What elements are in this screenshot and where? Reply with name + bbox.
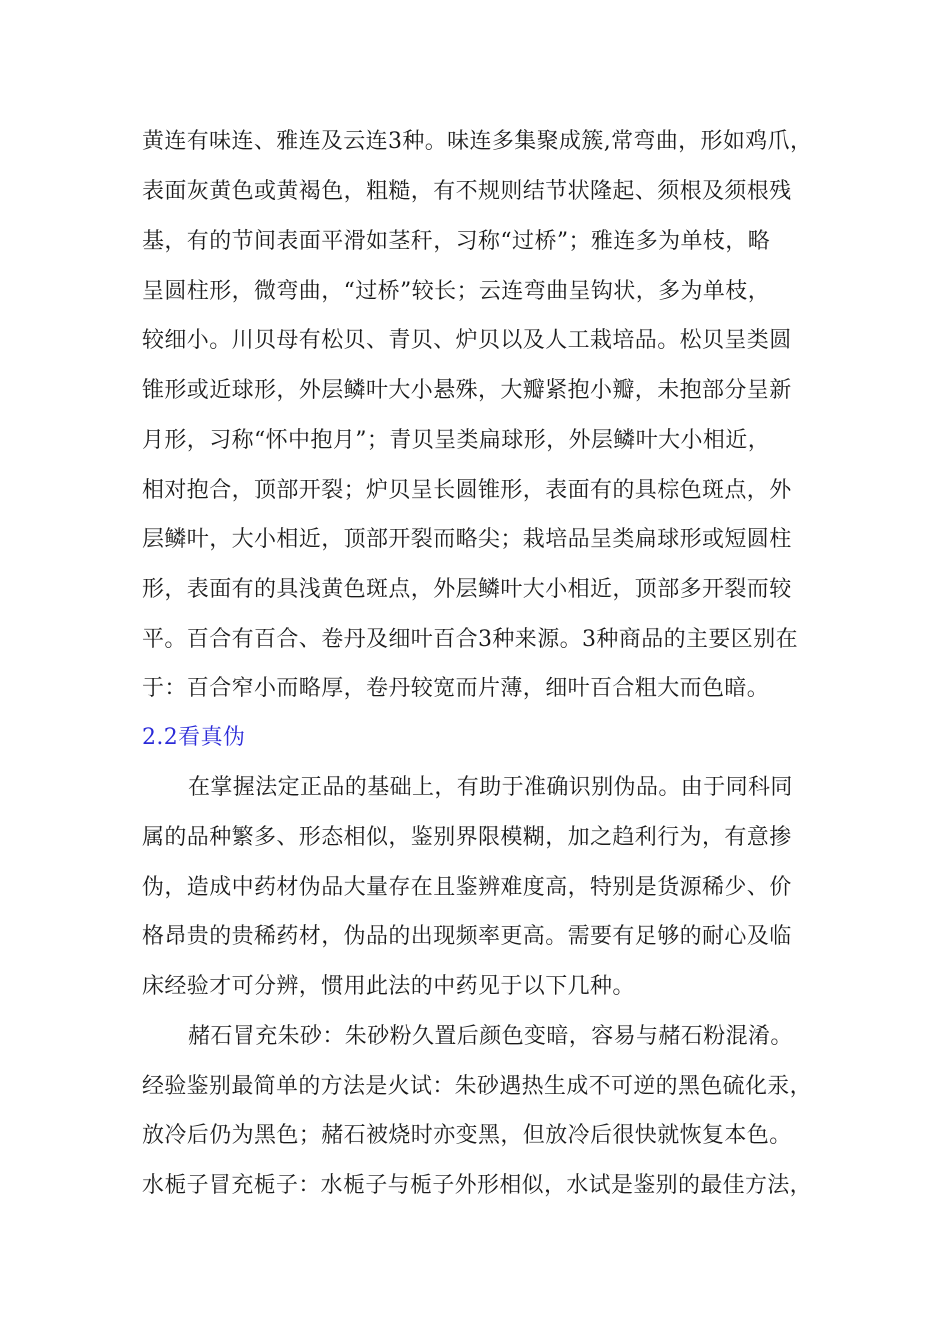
paragraph-line: 经验鉴别最简单的方法是火试：朱砂遇热生成不可逆的黑色硫化汞， xyxy=(142,1074,812,1099)
paragraph-line: 锥形或近球形，外层鳞叶大小悬殊，大瓣紧抱小瓣，未抱部分呈新 xyxy=(142,378,792,403)
paragraph-line: 在掌握法定正品的基础上，有助于准确识别伪品。由于同科同 xyxy=(188,775,793,800)
paragraph-line: 较细小。川贝母有松贝、青贝、炉贝以及人工栽培品。松贝呈类圆 xyxy=(142,328,792,353)
paragraph-line: 月形，习称“怀中抱月”；青贝呈类扁球形，外层鳞叶大小相近， xyxy=(142,428,771,453)
paragraph-line: 床经验才可分辨，惯用此法的中药见于以下几种。 xyxy=(142,974,635,999)
section-heading: 2.2看真伪 xyxy=(142,725,246,750)
paragraph-line: 赭石冒充朱砂：朱砂粉久置后颜色变暗，容易与赭石粉混淆。 xyxy=(188,1024,793,1049)
paragraph-line: 伪，造成中药材伪品大量存在且鉴辨难度高，特别是货源稀少、价 xyxy=(142,875,792,900)
paragraph-line: 于：百合窄小而略厚，卷丹较宽而片薄，细叶百合粗大而色暗。 xyxy=(142,676,770,701)
paragraph-line: 黄连有味连、雅连及云连3种。味连多集聚成簇,常弯曲，形如鸡爪， xyxy=(142,129,813,154)
paragraph-line: 基，有的节间表面平滑如茎秆，习称“过桥”；雅连多为单枝，略 xyxy=(142,229,771,254)
paragraph-line: 形，表面有的具浅黄色斑点，外层鳞叶大小相近，顶部多开裂而较 xyxy=(142,577,792,602)
paragraph-line: 属的品种繁多、形态相似，鉴别界限模糊，加之趋利行为，有意掺 xyxy=(142,825,792,850)
paragraph-line: 放冷后仍为黑色；赭石被烧时亦变黑，但放冷后很快就恢复本色。 xyxy=(142,1123,792,1148)
paragraph-line: 格昂贵的贵稀药材，伪品的出现频率更高。需要有足够的耐心及临 xyxy=(142,924,792,949)
paragraph-line: 平。百合有百合、卷丹及细叶百合3种来源。3种商品的主要区别在 xyxy=(142,627,798,652)
paragraph-line: 呈圆柱形，微弯曲，“过桥”较长；云连弯曲呈钩状，多为单枝， xyxy=(142,279,771,304)
paragraph-line: 水栀子冒充栀子：水栀子与栀子外形相似，水试是鉴别的最佳方法， xyxy=(142,1173,812,1198)
paragraph-line: 表面灰黄色或黄褐色，粗糙，有不规则结节状隆起、须根及须根残 xyxy=(142,179,792,204)
paragraph-line: 相对抱合，顶部开裂；炉贝呈长圆锥形，表面有的具棕色斑点，外 xyxy=(142,478,792,503)
paragraph-line: 层鳞叶，大小相近，顶部开裂而略尖；栽培品呈类扁球形或短圆柱 xyxy=(142,527,792,552)
